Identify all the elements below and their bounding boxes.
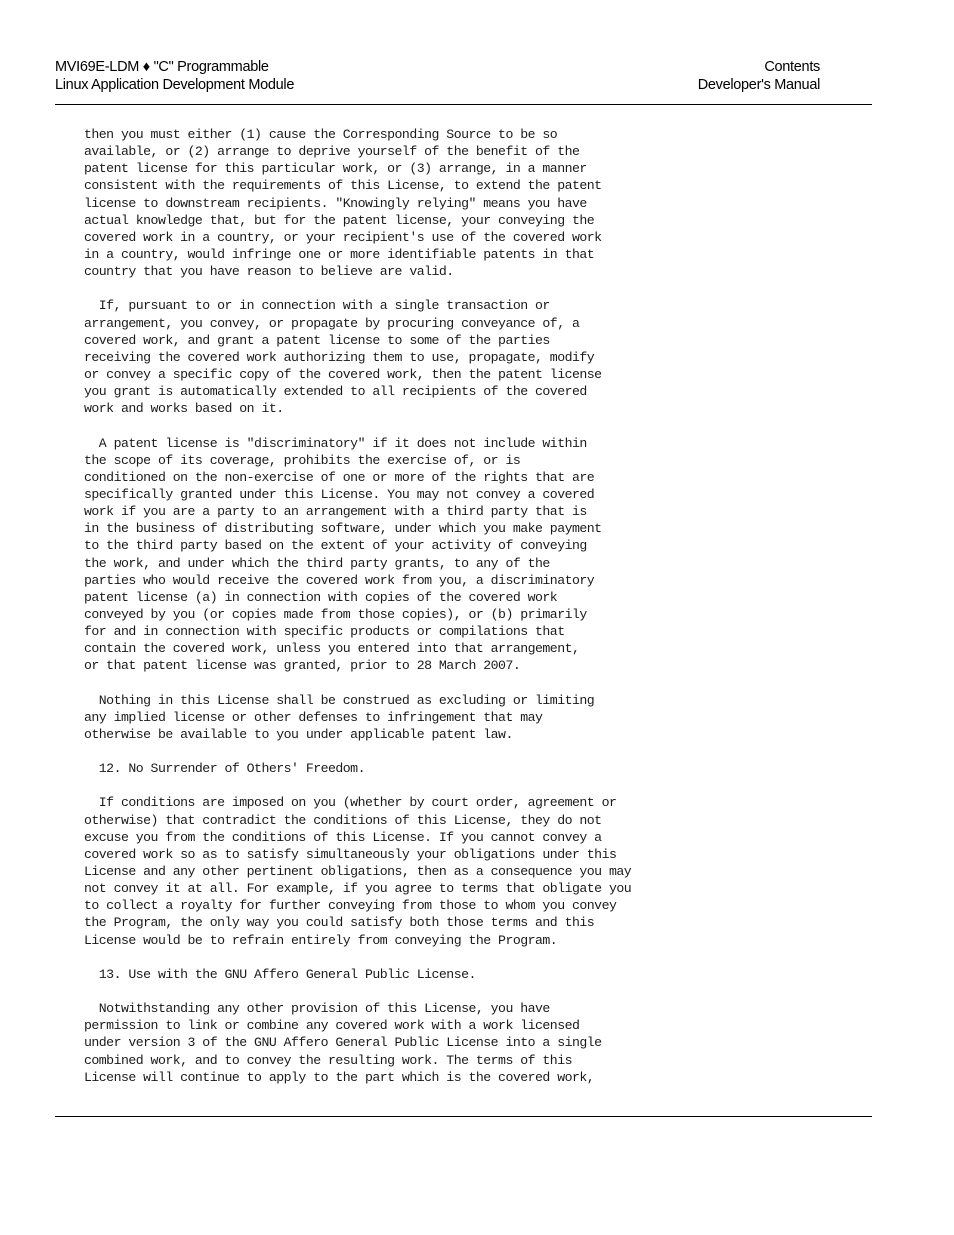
text-line: contain the covered work, unless you entered into that arrangement, <box>84 641 580 657</box>
text-line: arrangement, you convey, or propagate by procuring conveyance of, a <box>84 315 580 331</box>
text-line: conditioned on the non-exercise of one or more of the rights that are <box>84 469 595 485</box>
text-line: the Program, the only way you could satisfy both those terms and this <box>84 915 595 931</box>
text-line: or convey a specific copy of the covered work, then the patent license <box>84 366 602 382</box>
text-line: specifically granted under this License. You may not convey a covered <box>84 486 595 502</box>
text-line: patent license (a) in connection with copies of the covered work <box>84 589 558 605</box>
text-line: License would be to refrain entirely from conveying the Program. <box>84 932 558 948</box>
text-line: you grant is automatically extended to all recipients of the covered <box>84 384 587 400</box>
text-line: in a country, would infringe one or more identifiable patents in that <box>84 246 595 262</box>
paragraph <box>84 435 744 675</box>
text-line: work and works based on it. <box>84 401 284 417</box>
text-line: not convey it at all. For example, if you agree to terms that obligate you <box>84 881 632 897</box>
text-line: permission to link or combine any covered work with a work licensed <box>84 1018 580 1034</box>
paragraph <box>84 794 744 948</box>
text-line: License will continue to apply to the part which is the covered work, <box>84 1069 595 1085</box>
text-line: excuse you from the conditions of this License. If you cannot convey a <box>84 829 602 845</box>
paragraph <box>84 126 744 280</box>
text-line: A patent license is "discriminatory" if it does not include within <box>84 435 587 451</box>
text-line: available, or (2) arrange to deprive yourself of the benefit of the <box>84 144 580 160</box>
product-title: MVI69E-LDM ♦ "C" Programmable <box>55 59 269 75</box>
text-line: for and in connection with specific products or compilations that <box>84 624 565 640</box>
text-line: parties who would receive the covered work from you, a discriminatory <box>84 572 595 588</box>
header-right <box>520 58 820 94</box>
text-line: then you must either (1) cause the Corresponding Source to be so <box>84 127 558 142</box>
paragraph <box>84 692 744 743</box>
text-line: combined work, and to convey the resulting work. The terms of this <box>84 1052 572 1068</box>
section-title: Contents <box>764 59 820 75</box>
text-line: actual knowledge that, but for the patent license, your conveying the <box>84 212 595 228</box>
text-line: covered work so as to satisfy simultaneously your obligations under this <box>84 846 617 862</box>
header-left <box>55 58 455 94</box>
text-line: country that you have reason to believe are valid. <box>84 264 454 280</box>
text-line: work if you are a party to an arrangement with a third party that is <box>84 504 587 520</box>
paragraph <box>84 760 744 777</box>
text-line: Notwithstanding any other provision of this License, you have <box>84 1001 550 1017</box>
text-line: the work, and under which the third party grants, to any of the <box>84 555 550 571</box>
text-line: to the third party based on the extent of your activity of conveying <box>84 538 587 554</box>
text-line: any implied license or other defenses to infringement that may <box>84 709 543 725</box>
text-line: covered work in a country, or your recipient's use of the covered work <box>84 229 602 245</box>
text-line: receiving the covered work authorizing them to use, propagate, modify <box>84 349 595 365</box>
text-line: to collect a royalty for further conveying from those to whom you convey <box>84 898 617 914</box>
text-line: Nothing in this License shall be construed as excluding or limiting <box>84 692 595 708</box>
text-line: If conditions are imposed on you (whether by court order, agreement or <box>84 795 617 811</box>
paragraph <box>84 297 744 417</box>
header-divider <box>55 104 872 105</box>
product-subtitle: Linux Application Development Module <box>55 77 295 93</box>
text-line: License and any other pertinent obligations, then as a consequence you may <box>84 864 632 880</box>
text-line: consistent with the requirements of this License, to extend the patent <box>84 178 602 194</box>
text-line: conveyed by you (or copies made from those copies), or (b) primarily <box>84 606 587 622</box>
text-line: patent license for this particular work, or (3) arrange, in a manner <box>84 161 587 177</box>
text-line: otherwise be available to you under applicable patent law. <box>84 726 513 742</box>
text-line: the scope of its coverage, prohibits the exercise of, or is <box>84 452 521 468</box>
license-text-body <box>84 126 744 1086</box>
manual-title: Developer's Manual <box>697 77 820 93</box>
paragraph <box>84 1000 744 1086</box>
text-line: 13. Use with the GNU Affero General Public License. <box>84 966 476 982</box>
text-line: 12. No Surrender of Others' Freedom. <box>84 761 365 777</box>
text-line: in the business of distributing software, under which you make payment <box>84 521 602 537</box>
text-line: If, pursuant to or in connection with a single transaction or <box>84 298 550 314</box>
footer-divider <box>55 1116 872 1117</box>
text-line: or that patent license was granted, prior to 28 March 2007. <box>84 658 521 674</box>
text-line: otherwise) that contradict the conditions of this License, they do not <box>84 812 602 828</box>
paragraph <box>84 966 744 983</box>
text-line: covered work, and grant a patent license to some of the parties <box>84 332 550 348</box>
text-line: under version 3 of the GNU Affero General Public License into a single <box>84 1035 602 1051</box>
text-line: license to downstream recipients. "Knowingly relying" means you have <box>84 195 587 211</box>
